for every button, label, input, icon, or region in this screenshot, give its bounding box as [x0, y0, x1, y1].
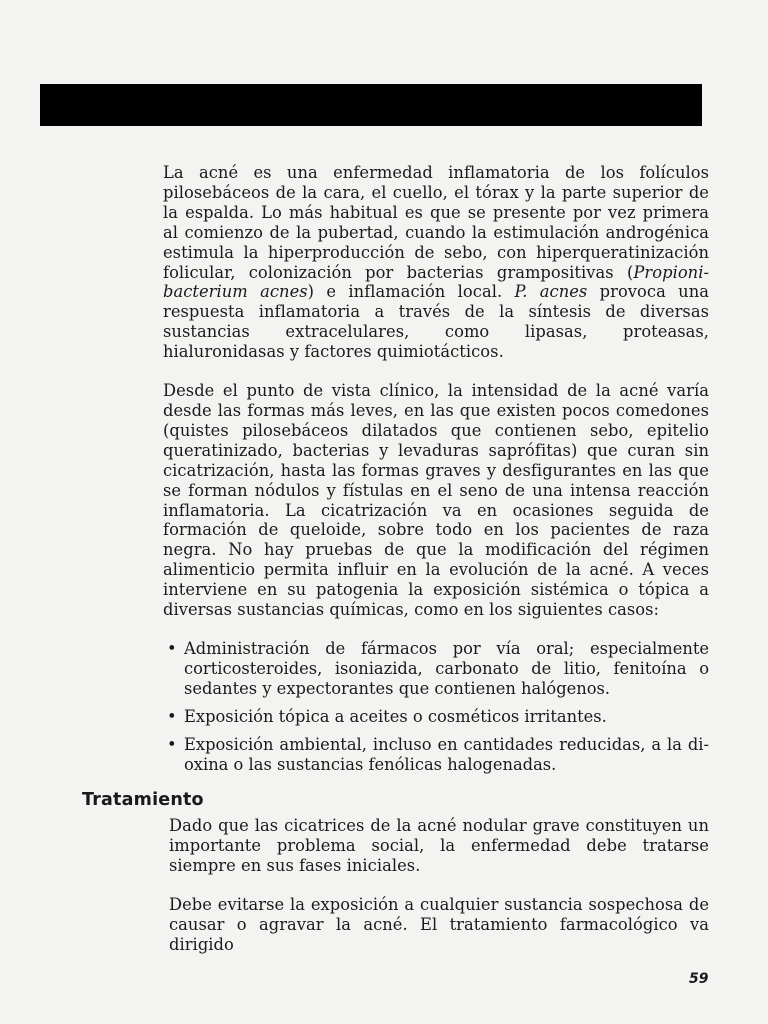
- header-bar: [40, 84, 702, 126]
- bullet-list: [163, 639, 709, 775]
- bullet-icon: •: [167, 734, 177, 754]
- species-name-italic: Propionibacterium acnes: [163, 262, 709, 302]
- main-text: [163, 163, 709, 787]
- text-run: Desde el punto de vista clínico, la intensidad de la acné varía desde las formas más leves, en las que existen pocos comedones (quistes pilosebáceos dilatados que contienen sebo, epitelio queratinizado, bacterias y levaduras saprófitas) que curan sin cicatrización, hasta las formas graves y desfigurantes en las que se forman nódulos y fístulas en el seno de una intensa reacción inflamatoria. La cicatrización va en ocasiones seguida de formación de queloide, sobre todo en los pacientes de raza negra. No hay pruebas de que la modificación del régimen alimenticio permita influir en la evolución de la acné. A veces interviene en su patogenia la exposición sistémica o tópica a diversas sustancias químicas, como en los siguientes casos:: [163, 381, 709, 620]
- list-item-text: Exposición ambiental, incluso en cantidades reducidas, a la dioxina o las sustancias fenólicas halogenadas.: [184, 734, 709, 774]
- text-run: La acné es una enfermedad inflamatoria de los folículos pilosebáceos de la cara, el cuello, el tórax y la parte superior de la espalda. Lo más habitual es que se presente por vez primera al comienzo de la pubertad, cuando la estimulación androgénica estimula la hiperproducción de sebo, con hiperqueratinización folicular, colonización por bacterias grampositivas (: [163, 163, 709, 282]
- list-item-text: Administración de fármacos por vía oral; especialmente corticosteroides, isoniazida, carbonato de litio, fenitoína o sedantes y expectorantes que contienen halógenos.: [184, 638, 709, 698]
- section-text: [169, 816, 709, 973]
- text-run: provoca una respuesta inflamatoria a través de la síntesis de diversas sustancias extracelulares, como lipasas, proteasas, hialuronidasas y factores quimiotácticos.: [163, 282, 709, 362]
- page-number: 59: [689, 971, 709, 987]
- paragraph-intro: [163, 163, 709, 362]
- species-abbrev-italic: P. acnes: [514, 282, 588, 302]
- paragraph-treatment-2: Debe evitarse la exposición a cualquier sustancia sospechosa de causar o agravar la acné. El tratamiento farmacológico va dirigido: [169, 894, 709, 954]
- list-item-text: Exposición tópica a aceites o cosméticos irritantes.: [184, 706, 607, 726]
- paragraph-treatment-1: Dado que las cicatrices de la acné nodular grave constituyen un importante problema social, la enfermedad debe tratarse siempre en sus fases iniciales.: [169, 816, 709, 875]
- section-heading: Tratamiento: [82, 790, 204, 810]
- list-item: [163, 735, 709, 775]
- text-run: ) e inflamación local.: [307, 282, 515, 302]
- list-item: [163, 639, 709, 699]
- list-item: [163, 707, 709, 727]
- paragraph-clinical: [163, 381, 709, 620]
- bullet-icon: •: [167, 638, 177, 658]
- bullet-icon: •: [167, 706, 177, 726]
